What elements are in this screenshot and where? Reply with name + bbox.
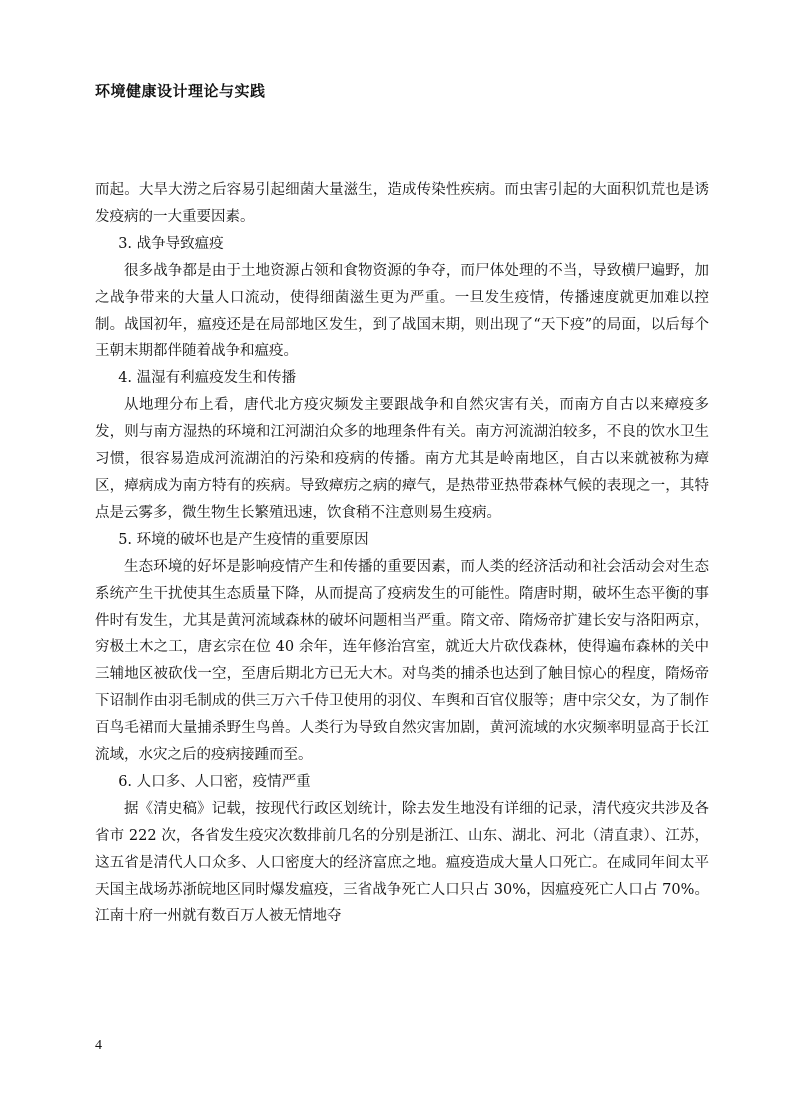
section-heading-3: 3. 战争导致瘟疫: [118, 235, 224, 252]
page-number: 4: [95, 1038, 102, 1053]
body-text: [95, 177, 709, 930]
section-heading-4: 4. 温湿有利瘟疫发生和传播: [118, 370, 297, 387]
paragraph-environment-damage: 生态环境的好坏是影响疫情产生和传播的重要因素，而人类的经济活动和社会活动会对生态系统产生干扰使其生态质量下降，从而提高了疫病发生的可能性。隋唐时期，破坏生态平衡的事件时有发生，尤其是黄河流域森林的破坏问题相当严重。隋文帝、隋炀帝扩建长安与洛阳两京，穷极土木之工，唐玄宗在位 40 余年，连年修治宫室，就近大片砍伐森林，使得遍布森林的关中三辅地区被砍伐一空，至唐后期北方已无大木。对鸟类的捕杀也达到了触目惊心的程度，隋炀帝下诏制作由羽毛制成的供三万六千侍卫使用的羽仪、车舆和百官仪服等；唐中宗父女，为了制作百鸟毛裙而大量捕杀野生鸟兽。人类行为导致自然灾害加剧，黄河流域的水灾频率明显高于长江流域，水灾之后的疫病接踵而至。: [95, 558, 709, 764]
section-heading-6: 6. 人口多、人口密，疫情严重: [118, 773, 311, 790]
paragraph-war-plague: 很多战争都是由于土地资源占领和食物资源的争夺，而尸体处理的不当，导致横尸遍野，加之战争带来的大量人口流动，使得细菌滋生更为严重。一旦发生疫情，传播速度就更加难以控制。战国初年，瘟疫还是在局部地区发生，到了战国末期，则出现了“天下疫”的局面，以后每个王朝末期都伴随着战争和瘟疫。: [95, 262, 709, 360]
paragraph-humidity: 从地理分布上看，唐代北方疫灾频发主要跟战争和自然灾害有关，而南方自古以来瘴疫多发，则与南方湿热的环境和江河湖泊众多的地理条件有关。南方河流湖泊较多，不良的饮水卫生习惯，很容易造成河流湖泊的污染和疫病的传播。南方尤其是岭南地区，自古以来就被称为瘴区，瘴病成为南方特有的疾病。导致瘴疠之病的瘴气，是热带亚热带森林气候的表现之一，其特点是云雾多，微生物生长繁殖迅速，饮食稍不注意则易生疫病。: [95, 397, 709, 521]
running-header: 环境健康设计理论与实践: [95, 82, 266, 100]
paragraph-continuation: 而起。大旱大涝之后容易引起细菌大量滋生，造成传染性疾病。而虫害引起的大面积饥荒也是诱发疫病的一大重要因素。: [95, 182, 709, 225]
paragraph-population: 据《清史稿》记载，按现代行政区划统计，除去发生地没有详细的记录，清代疫灾共涉及各省市 222 次，各省发生疫灾次数排前几名的分别是浙江、山东、湖北、河北（清直隶）、江苏，这五省是清代人口众多、人口密度大的经济富庶之地。瘟疫造成大量人口死亡。在咸同年间太平天国主战场苏浙皖地区同时爆发瘟疫，三省战争死亡人口只占 30%，因瘟疫死亡人口占 70%。江南十府一州就有数百万人被无情地夺: [95, 800, 709, 925]
section-heading-5: 5. 环境的破坏也是产生疫情的重要原因: [118, 531, 369, 548]
